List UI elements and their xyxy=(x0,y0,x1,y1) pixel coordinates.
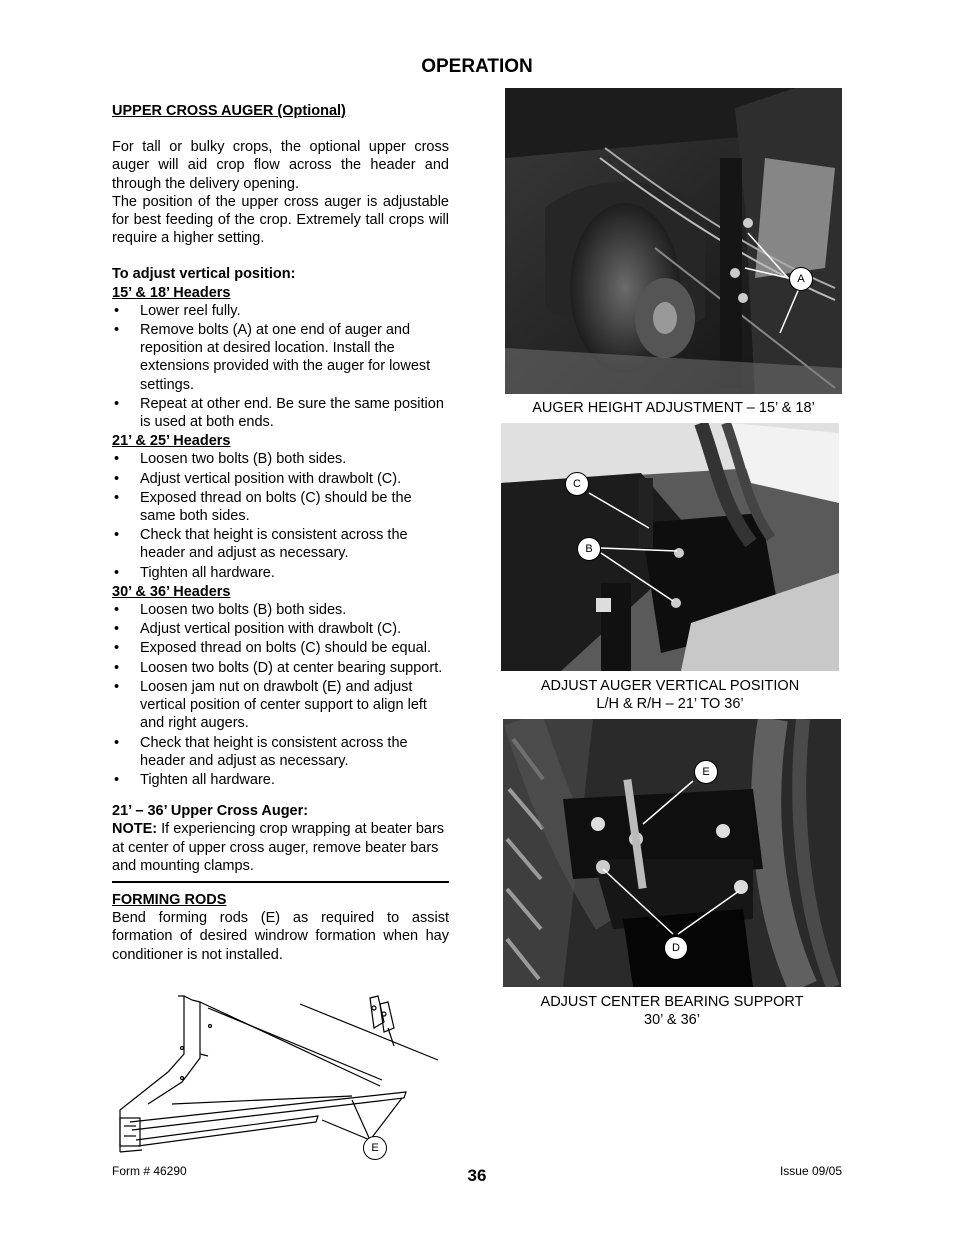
group-21-25-steps xyxy=(112,450,449,581)
callout-e: E xyxy=(363,1136,387,1160)
figure-3-caption-line-1: ADJUST CENTER BEARING SUPPORT xyxy=(540,994,804,1010)
page-number: 36 xyxy=(467,1166,487,1185)
forming-rods-paragraph: Bend forming rods (E) as required to assist formation of desired windrow formation when hay conditioner is not installed. xyxy=(112,910,449,963)
figure-2-caption-line-1: ADJUST AUGER VERTICAL POSITION xyxy=(540,678,800,694)
group-30-36-steps xyxy=(112,601,449,789)
list-item: • Adjust vertical position with drawbolt (C). xyxy=(112,620,449,638)
figure-2-caption xyxy=(501,677,839,713)
forming-rods-heading: FORMING RODS xyxy=(112,891,227,908)
list-item: • Remove bolts (A) at one end of auger and reposition at desired location. Install the extensions provided with the auger for lowest settings. xyxy=(112,321,449,394)
auger-height-illustration xyxy=(505,88,842,394)
group-21-25-title: 21’ & 25’ Headers xyxy=(112,433,231,450)
list-item: • Tighten all hardware. xyxy=(112,771,449,789)
list-item: • Loosen two bolts (D) at center bearing support. xyxy=(112,659,449,677)
note-text: If experiencing crop wrapping at beater bars at center of upper cross auger, remove beater bars and mounting clamps. xyxy=(112,821,445,874)
forming-rods-diagram xyxy=(112,992,442,1162)
list-item: • Exposed thread on bolts (C) should be the same both sides. xyxy=(112,489,449,525)
upper-cross-auger-heading: UPPER CROSS AUGER (Optional) xyxy=(112,103,346,119)
forming-rods-drawing xyxy=(112,992,442,1162)
auger-vertical-illustration xyxy=(501,423,839,671)
callout-a: A xyxy=(789,267,813,291)
intro-paragraph-2: The position of the upper cross auger is adjustable for best feeding of the crop. Extremely tall crops will require a higher setting. xyxy=(112,193,449,247)
figure-2-caption-line-2: L/H & R/H – 21’ TO 36’ xyxy=(596,696,744,712)
list-item: • Exposed thread on bolts (C) should be equal. xyxy=(112,639,449,657)
adjust-vertical-heading: To adjust vertical position: xyxy=(112,266,296,283)
list-item: • Check that height is consistent across the header and adjust as necessary. xyxy=(112,734,449,770)
list-item: • Loosen jam nut on drawbolt (E) and adjust vertical position of center support to align left and right augers. xyxy=(112,678,449,733)
list-item: • Lower reel fully. xyxy=(112,302,449,320)
note-heading: 21’ – 36’ Upper Cross Auger: xyxy=(112,803,309,820)
callout-d: D xyxy=(664,936,688,960)
list-item: • Loosen two bolts (B) both sides. xyxy=(112,450,449,468)
list-item: • Loosen two bolts (B) both sides. xyxy=(112,601,449,619)
figure-1-caption xyxy=(505,399,842,417)
form-number: Form # 46290 xyxy=(112,1164,187,1178)
list-item: • Check that height is consistent across the header and adjust as necessary. xyxy=(112,526,449,562)
figure-3-caption-line-2: 30’ & 36’ xyxy=(644,1012,700,1028)
auger-vertical-position-photo xyxy=(501,423,839,671)
group-30-36-title: 30’ & 36’ Headers xyxy=(112,583,231,600)
section-divider xyxy=(112,881,449,883)
callout-e-photo: E xyxy=(694,760,718,784)
callout-c: C xyxy=(565,472,589,496)
left-column xyxy=(112,102,449,964)
figure-3-caption xyxy=(503,993,841,1029)
auger-height-photo xyxy=(505,88,842,394)
intro-paragraph-1: For tall or bulky crops, the optional upper cross auger will aid crop flow across the header and through the delivery opening. xyxy=(112,139,449,192)
group-15-18-steps xyxy=(112,302,449,431)
figure-1-caption-line: AUGER HEIGHT ADJUSTMENT – 15’ & 18’ xyxy=(532,400,815,416)
note-label: NOTE: xyxy=(112,821,158,838)
list-item: • Repeat at other end. Be sure the same position is used at both ends. xyxy=(112,395,449,431)
issue-date: Issue 09/05 xyxy=(779,1164,842,1178)
page-title: OPERATION xyxy=(421,56,533,77)
note-paragraph xyxy=(112,820,449,875)
list-item: • Tighten all hardware. xyxy=(112,564,449,582)
callout-b: B xyxy=(577,537,601,561)
list-item: • Adjust vertical position with drawbolt (C). xyxy=(112,470,449,488)
group-15-18-title: 15’ & 18’ Headers xyxy=(112,284,231,301)
center-bearing-photo xyxy=(503,719,841,987)
